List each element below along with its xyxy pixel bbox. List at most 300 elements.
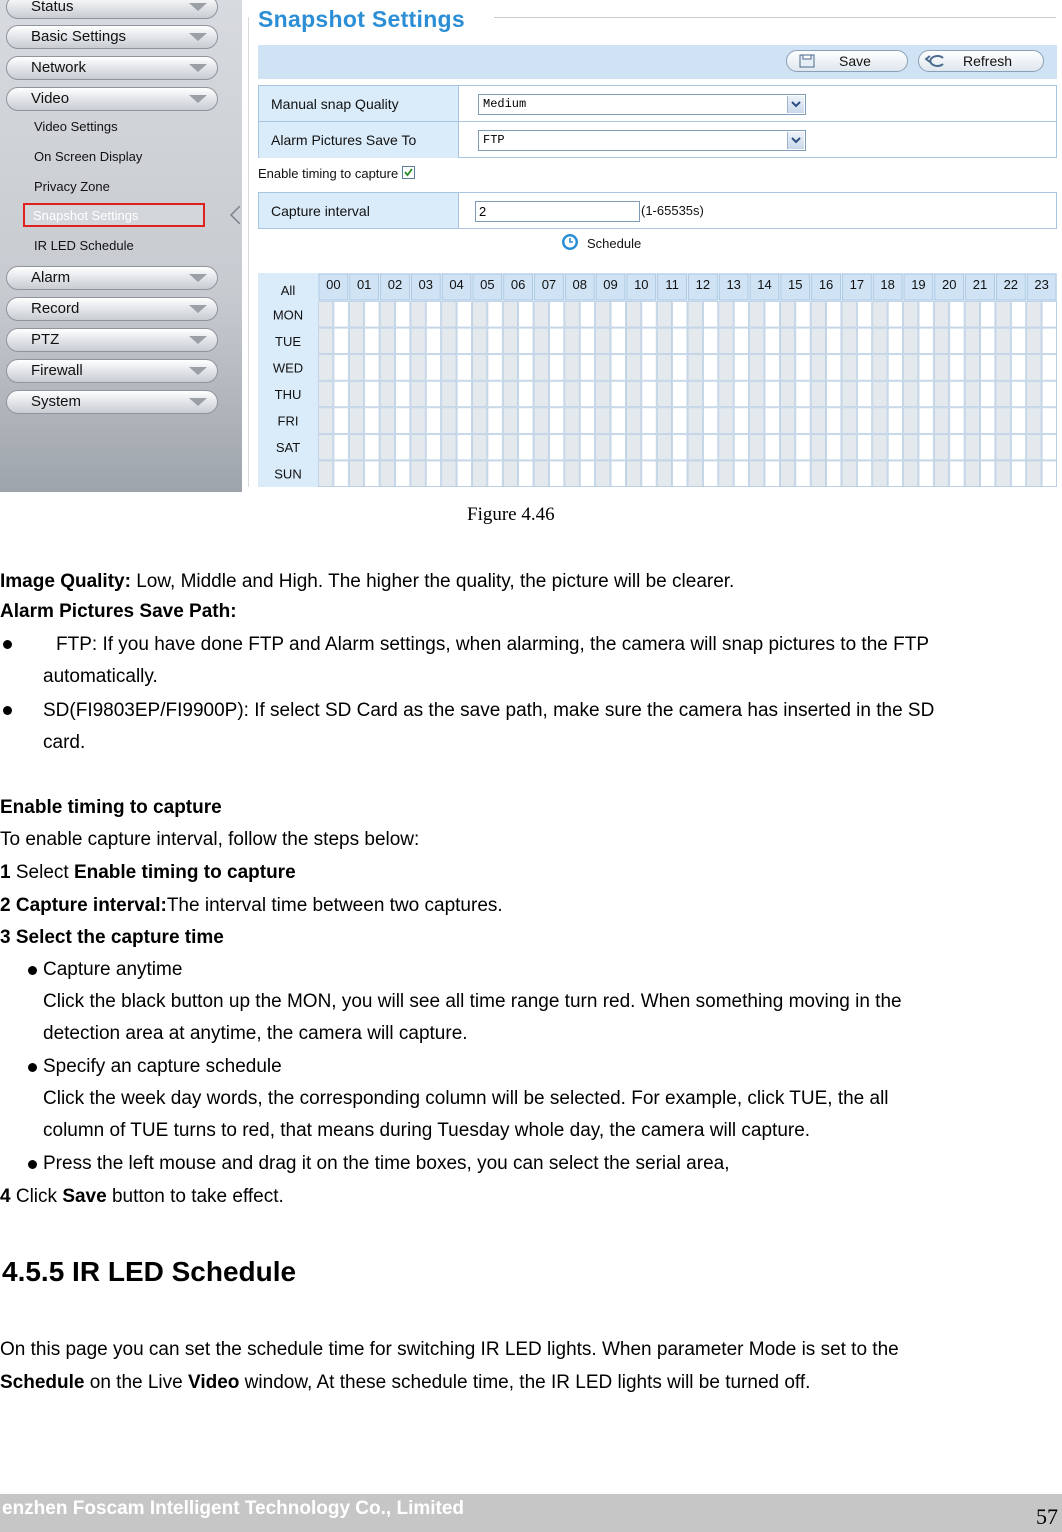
time-cell[interactable] [827,408,841,434]
time-cell[interactable] [349,328,363,354]
time-cell[interactable] [996,381,1010,407]
time-cell[interactable] [842,302,856,328]
time-cell[interactable] [981,434,995,460]
time-cell[interactable] [380,461,394,487]
time-cell[interactable] [734,355,748,381]
time-cell[interactable] [857,328,871,354]
time-cell[interactable] [1027,381,1041,407]
sub-on-screen-display[interactable]: On Screen Display [34,149,143,164]
time-cell[interactable] [395,328,409,354]
time-cell[interactable] [842,434,856,460]
time-cell[interactable] [857,461,871,487]
time-cell[interactable] [642,302,656,328]
snap-quality-select[interactable] [478,94,806,115]
time-cell[interactable] [503,434,517,460]
time-cell[interactable] [750,355,764,381]
time-cell[interactable] [719,434,733,460]
time-cell[interactable] [472,355,486,381]
time-cell[interactable] [457,381,471,407]
time-cell[interactable] [319,461,333,487]
time-cell[interactable] [873,461,887,487]
all-button[interactable]: All [280,283,296,298]
day-label[interactable]: FRI [277,413,299,429]
time-cell[interactable] [750,408,764,434]
time-cell[interactable] [442,408,456,434]
time-cell[interactable] [411,328,425,354]
time-cell[interactable] [565,328,579,354]
time-cell[interactable] [765,328,779,354]
time-cell[interactable] [996,461,1010,487]
hour-label[interactable]: 21 [972,277,988,292]
refresh-button[interactable] [918,50,1044,72]
time-cell[interactable] [950,434,964,460]
time-cell[interactable] [719,302,733,328]
enable-timing-checkbox[interactable] [402,166,415,179]
time-cell[interactable] [596,328,610,354]
time-cell[interactable] [534,328,548,354]
time-cell[interactable] [319,408,333,434]
time-cell[interactable] [411,408,425,434]
time-cell[interactable] [626,355,640,381]
time-cell[interactable] [888,355,902,381]
time-cell[interactable] [442,434,456,460]
time-cell[interactable] [611,408,625,434]
time-cell[interactable] [488,328,502,354]
time-cell[interactable] [981,355,995,381]
time-cell[interactable] [426,461,440,487]
hour-label[interactable]: 11 [665,277,679,292]
time-cell[interactable] [426,381,440,407]
time-cell[interactable] [811,381,825,407]
hour-label[interactable]: 02 [387,277,403,292]
time-cell[interactable] [796,408,810,434]
time-cell[interactable] [1027,328,1041,354]
time-cell[interactable] [411,461,425,487]
time-cell[interactable] [765,381,779,407]
time-cell[interactable] [981,408,995,434]
menu-status[interactable] [6,0,218,19]
menu-ptz[interactable] [6,328,218,352]
time-cell[interactable] [1011,408,1025,434]
time-cell[interactable] [319,302,333,328]
hour-label[interactable]: 15 [788,277,803,292]
time-cell[interactable] [626,434,640,460]
time-cell[interactable] [580,355,594,381]
time-cell[interactable] [950,355,964,381]
menu-firewall[interactable] [6,359,218,383]
time-cell[interactable] [673,434,687,460]
time-cell[interactable] [611,328,625,354]
time-cell[interactable] [780,461,794,487]
time-cell[interactable] [611,434,625,460]
time-cell[interactable] [519,461,533,487]
time-cell[interactable] [934,328,948,354]
hour-label[interactable]: 00 [326,277,341,292]
time-cell[interactable] [488,461,502,487]
time-cell[interactable] [750,461,764,487]
time-cell[interactable] [1042,381,1056,407]
time-cell[interactable] [873,408,887,434]
time-cell[interactable] [904,302,918,328]
time-cell[interactable] [996,328,1010,354]
time-cell[interactable] [811,434,825,460]
time-cell[interactable] [349,461,363,487]
time-cell[interactable] [472,461,486,487]
time-cell[interactable] [904,434,918,460]
hour-label[interactable]: 06 [510,277,526,292]
hour-label[interactable]: 19 [911,277,926,292]
time-cell[interactable] [888,434,902,460]
time-cell[interactable] [1027,302,1041,328]
time-cell[interactable] [488,408,502,434]
time-cell[interactable] [703,355,717,381]
time-cell[interactable] [734,434,748,460]
time-cell[interactable] [811,302,825,328]
time-cell[interactable] [457,328,471,354]
time-cell[interactable] [596,302,610,328]
hour-label[interactable]: 09 [603,277,618,292]
time-cell[interactable] [565,408,579,434]
time-cell[interactable] [811,408,825,434]
time-cell[interactable] [365,434,379,460]
time-cell[interactable] [888,381,902,407]
menu-record[interactable] [6,297,218,321]
time-cell[interactable] [996,302,1010,328]
time-cell[interactable] [549,355,563,381]
time-cell[interactable] [349,355,363,381]
time-cell[interactable] [642,381,656,407]
time-cell[interactable] [426,434,440,460]
time-cell[interactable] [780,408,794,434]
time-cell[interactable] [519,434,533,460]
time-cell[interactable] [657,381,671,407]
time-cell[interactable] [904,381,918,407]
time-cell[interactable] [411,355,425,381]
time-cell[interactable] [1011,381,1025,407]
hour-label[interactable]: 16 [818,277,834,292]
time-cell[interactable] [857,434,871,460]
time-cell[interactable] [426,355,440,381]
time-cell[interactable] [395,408,409,434]
menu-network[interactable] [6,56,218,80]
time-cell[interactable] [442,302,456,328]
time-cell[interactable] [380,408,394,434]
save-to-select[interactable] [478,130,806,151]
time-cell[interactable] [703,328,717,354]
time-cell[interactable] [319,381,333,407]
time-cell[interactable] [534,408,548,434]
time-cell[interactable] [981,328,995,354]
time-cell[interactable] [796,381,810,407]
time-cell[interactable] [750,381,764,407]
time-cell[interactable] [919,355,933,381]
time-cell[interactable] [565,355,579,381]
time-cell[interactable] [688,408,702,434]
time-cell[interactable] [888,408,902,434]
time-cell[interactable] [780,328,794,354]
time-cell[interactable] [734,328,748,354]
time-cell[interactable] [334,434,348,460]
time-cell[interactable] [965,328,979,354]
hour-label[interactable]: 07 [541,277,557,292]
time-cell[interactable] [472,328,486,354]
time-cell[interactable] [365,328,379,354]
time-cell[interactable] [750,328,764,354]
hour-label[interactable]: 13 [726,277,741,292]
time-cell[interactable] [349,381,363,407]
time-cell[interactable] [965,381,979,407]
time-cell[interactable] [811,461,825,487]
sub-ir-led-schedule[interactable]: IR LED Schedule [34,238,134,253]
time-cell[interactable] [411,434,425,460]
time-cell[interactable] [950,461,964,487]
time-cell[interactable] [934,434,948,460]
time-cell[interactable] [965,302,979,328]
time-cell[interactable] [488,302,502,328]
time-cell[interactable] [719,408,733,434]
time-cell[interactable] [334,408,348,434]
time-cell[interactable] [842,355,856,381]
time-cell[interactable] [503,328,517,354]
time-cell[interactable] [673,302,687,328]
menu-basic-settings[interactable] [6,25,218,49]
time-cell[interactable] [334,461,348,487]
hour-label[interactable]: 12 [695,277,711,292]
time-cell[interactable] [904,461,918,487]
time-cell[interactable] [596,408,610,434]
time-cell[interactable] [934,302,948,328]
time-cell[interactable] [519,302,533,328]
time-cell[interactable] [827,302,841,328]
time-cell[interactable] [472,302,486,328]
time-cell[interactable] [688,328,702,354]
time-cell[interactable] [981,461,995,487]
time-cell[interactable] [703,381,717,407]
time-cell[interactable] [565,302,579,328]
time-cell[interactable] [734,381,748,407]
time-cell[interactable] [365,461,379,487]
time-cell[interactable] [842,461,856,487]
time-cell[interactable] [549,461,563,487]
time-cell[interactable] [334,328,348,354]
time-cell[interactable] [611,461,625,487]
hour-label[interactable]: 05 [480,277,495,292]
time-cell[interactable] [534,355,548,381]
time-cell[interactable] [688,461,702,487]
time-cell[interactable] [580,302,594,328]
time-cell[interactable] [719,461,733,487]
time-cell[interactable] [596,434,610,460]
time-cell[interactable] [472,381,486,407]
time-cell[interactable] [349,434,363,460]
time-cell[interactable] [1042,328,1056,354]
time-cell[interactable] [549,434,563,460]
time-cell[interactable] [703,408,717,434]
hour-label[interactable]: 04 [449,277,464,292]
time-cell[interactable] [319,328,333,354]
time-cell[interactable] [488,355,502,381]
time-cell[interactable] [703,461,717,487]
time-cell[interactable] [842,408,856,434]
time-cell[interactable] [842,381,856,407]
time-cell[interactable] [380,302,394,328]
save-button[interactable] [786,50,908,72]
hour-label[interactable]: 17 [849,277,865,292]
time-cell[interactable] [796,434,810,460]
time-cell[interactable] [719,328,733,354]
time-cell[interactable] [703,434,717,460]
time-cell[interactable] [873,302,887,328]
day-label[interactable]: THU [274,387,302,402]
time-cell[interactable] [642,434,656,460]
time-cell[interactable] [380,434,394,460]
time-cell[interactable] [580,461,594,487]
time-cell[interactable] [996,408,1010,434]
time-cell[interactable] [950,381,964,407]
time-cell[interactable] [503,302,517,328]
time-cell[interactable] [919,381,933,407]
time-cell[interactable] [934,461,948,487]
time-cell[interactable] [565,381,579,407]
time-cell[interactable] [534,302,548,328]
time-cell[interactable] [426,408,440,434]
time-cell[interactable] [549,302,563,328]
time-cell[interactable] [934,355,948,381]
time-cell[interactable] [996,355,1010,381]
time-cell[interactable] [827,328,841,354]
time-cell[interactable] [1042,355,1056,381]
time-cell[interactable] [442,355,456,381]
time-cell[interactable] [981,381,995,407]
time-cell[interactable] [442,328,456,354]
time-cell[interactable] [827,434,841,460]
time-cell[interactable] [580,328,594,354]
time-cell[interactable] [488,381,502,407]
time-cell[interactable] [750,434,764,460]
menu-video[interactable] [6,87,218,111]
time-cell[interactable] [380,328,394,354]
time-cell[interactable] [626,302,640,328]
time-cell[interactable] [965,461,979,487]
menu-system[interactable] [6,390,218,414]
time-cell[interactable] [457,408,471,434]
time-cell[interactable] [365,355,379,381]
time-cell[interactable] [765,461,779,487]
time-cell[interactable] [611,355,625,381]
time-cell[interactable] [796,355,810,381]
time-cell[interactable] [657,408,671,434]
time-cell[interactable] [965,434,979,460]
time-cell[interactable] [719,355,733,381]
time-cell[interactable] [873,355,887,381]
time-cell[interactable] [688,434,702,460]
time-cell[interactable] [796,461,810,487]
time-cell[interactable] [1011,328,1025,354]
time-cell[interactable] [904,408,918,434]
hour-label[interactable]: 20 [941,277,957,292]
time-cell[interactable] [549,408,563,434]
time-cell[interactable] [673,328,687,354]
time-cell[interactable] [519,328,533,354]
time-cell[interactable] [934,408,948,434]
time-cell[interactable] [1011,461,1025,487]
time-cell[interactable] [395,434,409,460]
sub-privacy-zone[interactable]: Privacy Zone [34,179,110,194]
menu-alarm[interactable] [6,266,218,290]
time-cell[interactable] [426,328,440,354]
time-cell[interactable] [365,408,379,434]
time-cell[interactable] [626,461,640,487]
time-cell[interactable] [580,381,594,407]
time-cell[interactable] [673,381,687,407]
time-cell[interactable] [780,355,794,381]
time-cell[interactable] [734,302,748,328]
time-cell[interactable] [642,328,656,354]
time-cell[interactable] [319,434,333,460]
time-cell[interactable] [411,381,425,407]
hour-label[interactable]: 10 [634,277,649,292]
time-cell[interactable] [1042,434,1056,460]
time-cell[interactable] [657,328,671,354]
time-cell[interactable] [888,302,902,328]
time-cell[interactable] [950,302,964,328]
time-cell[interactable] [457,302,471,328]
time-cell[interactable] [580,408,594,434]
time-cell[interactable] [1042,461,1056,487]
time-cell[interactable] [765,408,779,434]
time-cell[interactable] [780,381,794,407]
time-cell[interactable] [365,381,379,407]
time-cell[interactable] [457,434,471,460]
time-cell[interactable] [503,355,517,381]
time-cell[interactable] [857,408,871,434]
time-cell[interactable] [611,381,625,407]
time-cell[interactable] [596,381,610,407]
time-cell[interactable] [534,381,548,407]
time-cell[interactable] [857,355,871,381]
time-cell[interactable] [334,302,348,328]
time-cell[interactable] [642,355,656,381]
hour-label[interactable]: 14 [757,277,772,292]
time-cell[interactable] [857,302,871,328]
time-cell[interactable] [349,302,363,328]
time-cell[interactable] [827,461,841,487]
time-cell[interactable] [395,381,409,407]
day-label[interactable]: SAT [275,440,301,456]
time-cell[interactable] [765,302,779,328]
time-cell[interactable] [503,408,517,434]
time-cell[interactable] [796,328,810,354]
time-cell[interactable] [519,381,533,407]
time-cell[interactable] [519,355,533,381]
time-cell[interactable] [688,381,702,407]
time-cell[interactable] [1027,355,1041,381]
time-cell[interactable] [811,355,825,381]
time-cell[interactable] [395,461,409,487]
time-cell[interactable] [565,434,579,460]
sub-video-settings[interactable]: Video Settings [34,119,118,134]
hour-label[interactable]: 22 [1003,277,1019,292]
time-cell[interactable] [319,355,333,381]
time-cell[interactable] [765,355,779,381]
time-cell[interactable] [472,434,486,460]
time-cell[interactable] [642,408,656,434]
time-cell[interactable] [965,408,979,434]
time-cell[interactable] [919,328,933,354]
time-cell[interactable] [534,434,548,460]
time-cell[interactable] [395,355,409,381]
time-cell[interactable] [965,355,979,381]
